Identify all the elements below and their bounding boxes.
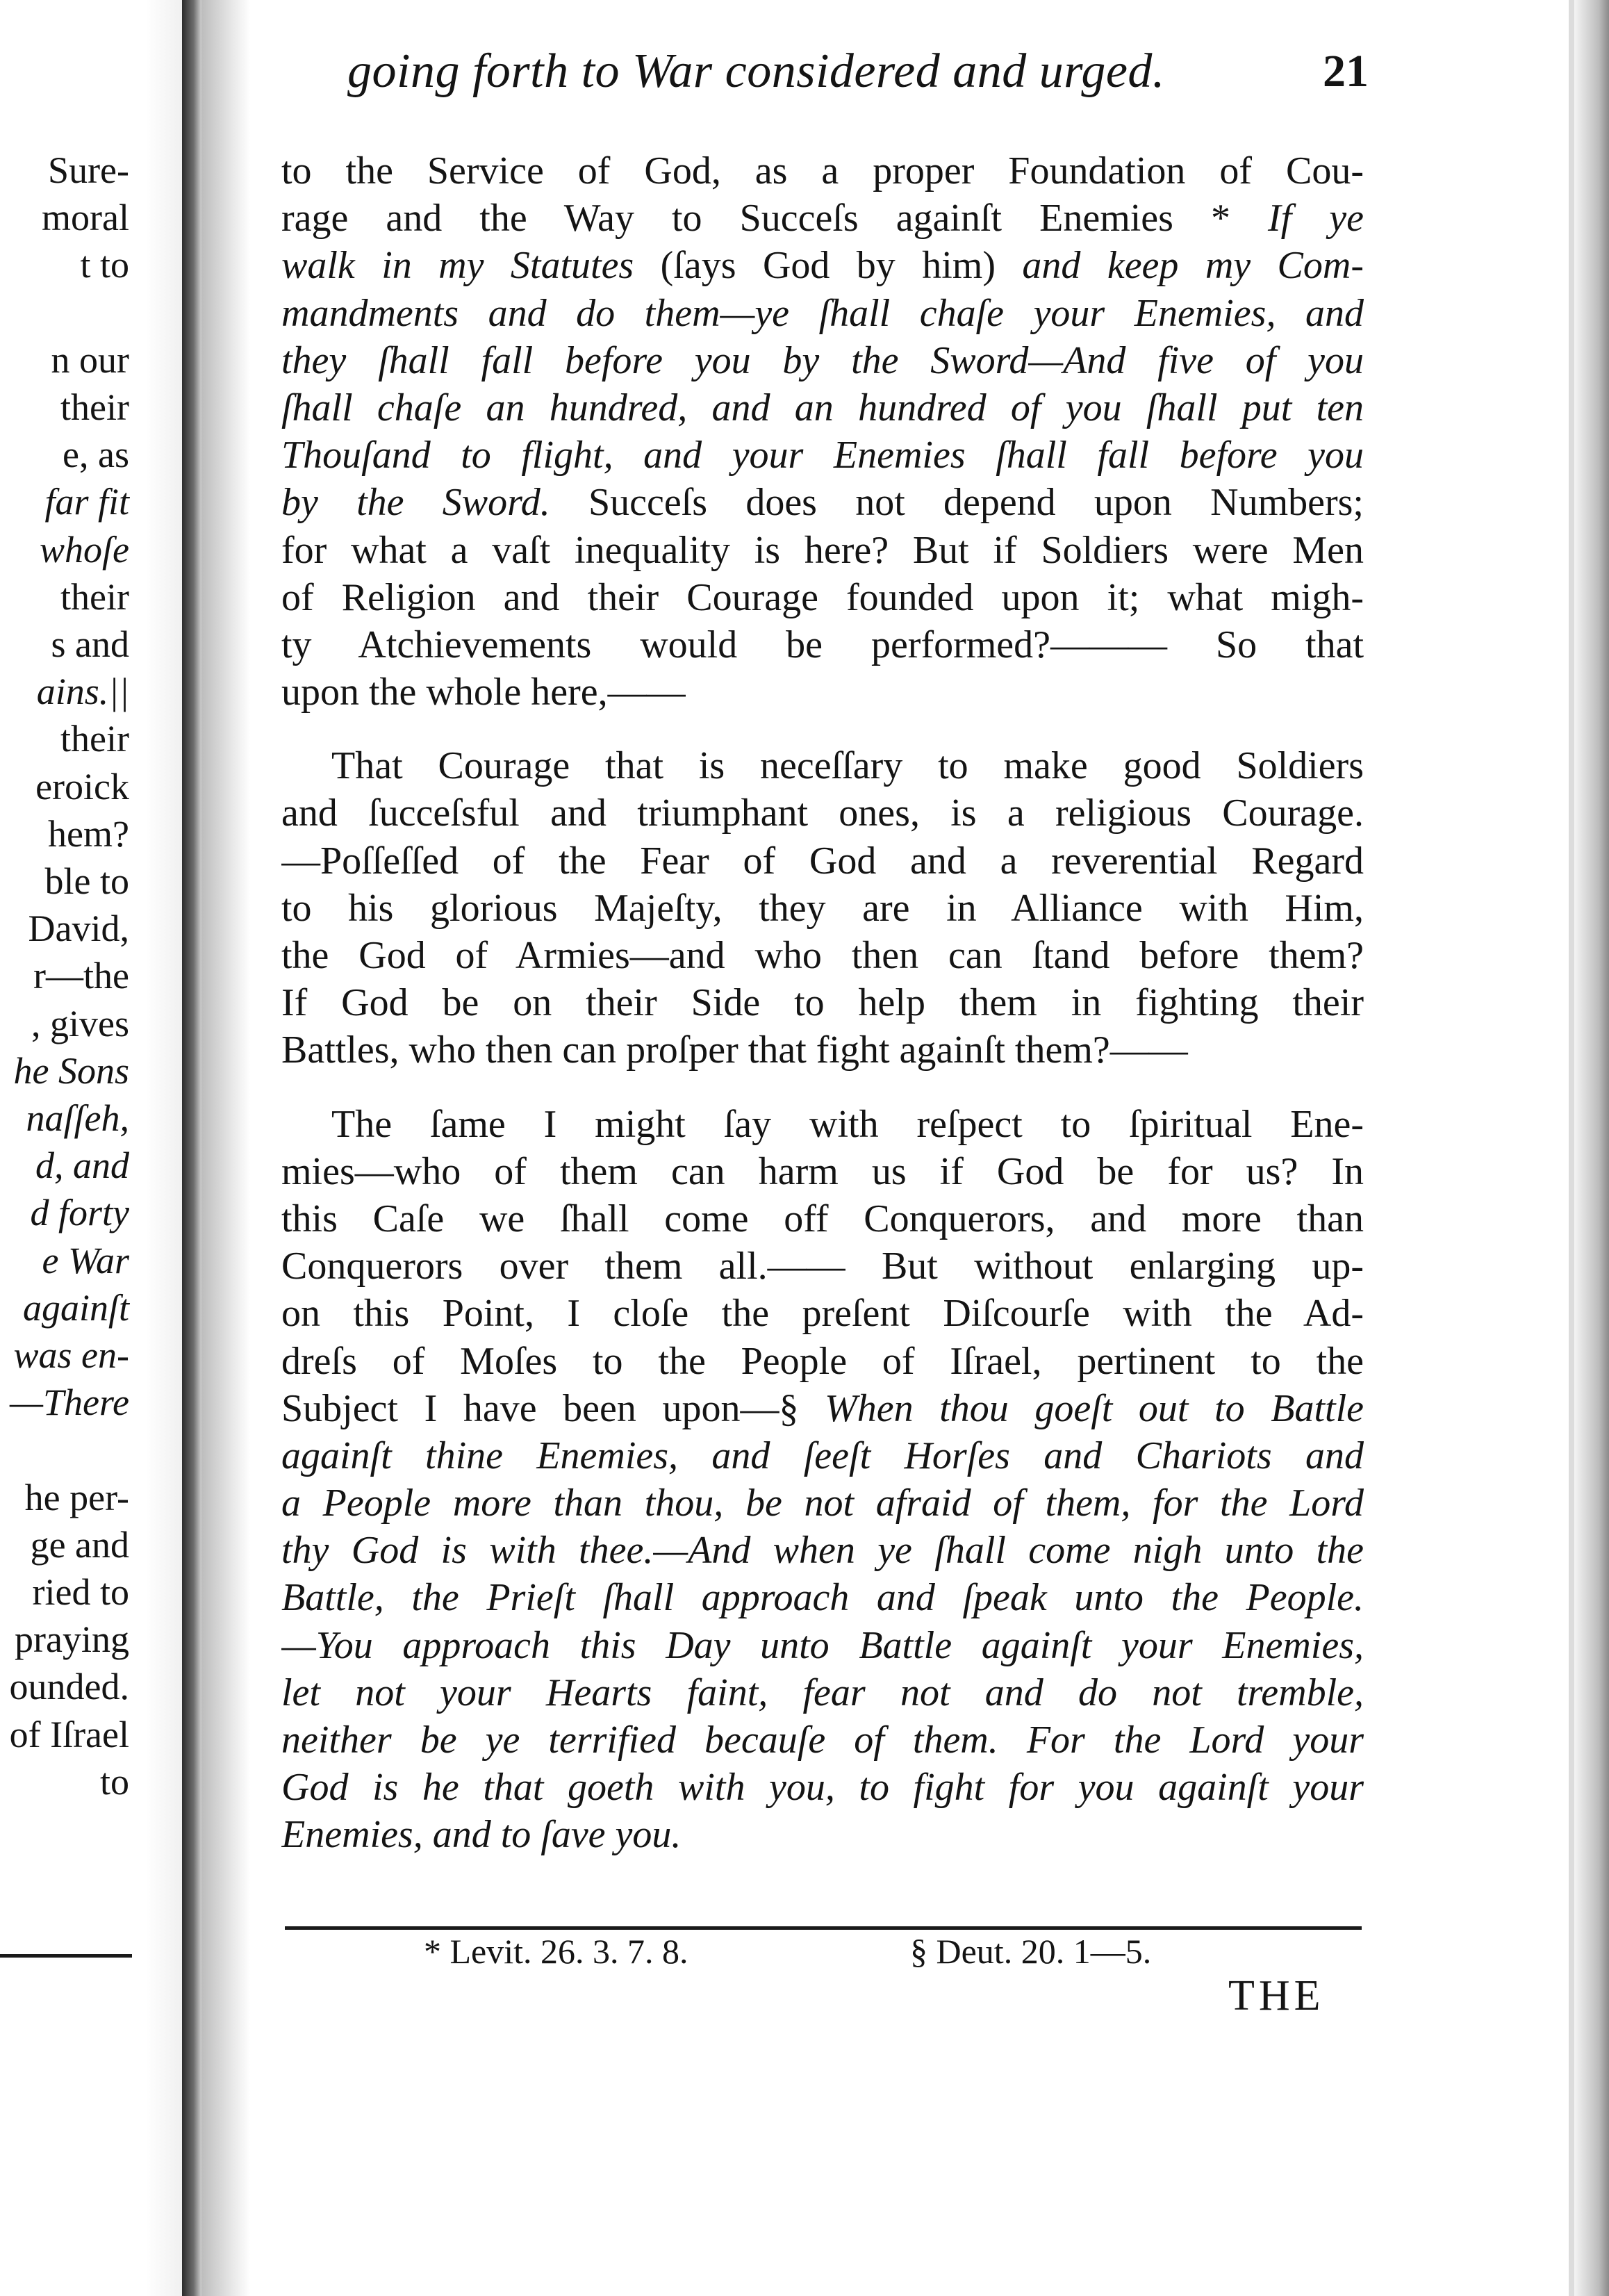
text-segment: by the Sword. (281, 481, 550, 525)
text-line (281, 837, 1364, 885)
text-segment: to the Service of God, as a proper Foundation of Cou- (281, 149, 1364, 192)
text-segment: If God be on their Side to help them in fighting their (281, 981, 1364, 1025)
text-segment: If ye (1268, 197, 1364, 240)
text-segment: That Courage that is neceſſary to make good Soldiers (331, 744, 1364, 788)
left-page-line: ble to (44, 860, 129, 902)
text-segment: mies—who of them can harm us if God be for us? In (281, 1149, 1364, 1193)
left-page-line: he Sons (13, 1049, 129, 1092)
text-segment: the God of Armies—and who then can ſtand before them? (281, 934, 1364, 977)
text-line (281, 1574, 1364, 1621)
left-page-line: their (60, 386, 129, 428)
text-line (281, 885, 1364, 932)
left-page-line: d forty (30, 1192, 129, 1234)
text-line (281, 979, 1364, 1026)
text-segment: of Religion and their Courage founded upon it; what migh- (281, 575, 1364, 619)
text-segment: God is he that goeth with you, to fight for you againſt your (281, 1766, 1364, 1810)
text-segment: and ſucceſsful and triumphant ones, is a religious Courage. (281, 792, 1364, 835)
left-page-line: e War (42, 1239, 129, 1281)
text-segment: walk in my Statutes (281, 244, 634, 288)
text-line (281, 1385, 1364, 1432)
text-line (281, 1026, 1364, 1074)
text-segment: this Caſe we ſhall come off Conquerors, and more than (281, 1197, 1364, 1240)
paragraph (281, 147, 1364, 716)
left-page-line: of Iſrael (9, 1713, 129, 1755)
page-number: 21 (1323, 46, 1369, 97)
left-page-line: n our (51, 338, 129, 381)
left-page-line: naſſeh, (26, 1097, 129, 1139)
left-page-line: their (60, 718, 129, 760)
text-segment: they ſhall fall before you by the Sword—And five of you (281, 338, 1364, 382)
text-line (281, 669, 1364, 716)
text-line (281, 1195, 1364, 1243)
text-segment: Thouſand to flight, and your Enemies ſhall fall before you (281, 434, 1364, 477)
text-segment: upon the whole here,—— (281, 671, 686, 714)
paragraph-gap (281, 716, 1364, 742)
text-segment: —You approach this Day unto Battle againſt your Enemies, (281, 1623, 1364, 1667)
left-page-line: e, as (63, 434, 129, 476)
left-page-line: moral (42, 197, 129, 239)
text-segment: mandments and do them—ye ſhall chaſe your Enemies, and (281, 291, 1364, 335)
text-line (281, 432, 1364, 479)
text-line (281, 1101, 1364, 1148)
page-edge-shadow (1574, 0, 1609, 2296)
running-title: going forth to War considered and urged. (347, 44, 1165, 98)
paragraph-gap (281, 1074, 1364, 1101)
text-segment: and keep my Com- (1022, 244, 1364, 288)
left-page-line: ounded. (9, 1666, 129, 1708)
left-page-line: ains.|| (36, 671, 129, 713)
text-segment: (ſays God by him) (634, 244, 1023, 288)
text-segment: againſt thine Enemies, and ſeeſt Horſes and Chariots and (281, 1434, 1364, 1477)
body-text (281, 147, 1364, 1859)
left-page-line: ried to (32, 1571, 129, 1613)
text-line (281, 1338, 1364, 1385)
text-segment: Battle, the Prieſt ſhall approach and ſpeak unto the People. (281, 1576, 1364, 1620)
footnote-leviticus: * Levit. 26. 3. 7. 8. (424, 1932, 688, 1971)
text-line (281, 1479, 1364, 1527)
left-page-line: David, (28, 908, 129, 950)
left-page-line: far fit (44, 481, 129, 523)
text-segment: Battles, who then can proſper that fight againſt them?—— (281, 1028, 1188, 1072)
footnotes (424, 1930, 1257, 1972)
left-page-line: , gives (31, 1002, 129, 1044)
text-line (281, 789, 1364, 837)
text-segment: on this Point, I cloſe the preſent Diſcourſe with the Ad- (281, 1292, 1364, 1336)
paragraph (281, 1101, 1364, 1859)
text-line (281, 742, 1364, 789)
left-page-rule (0, 1954, 132, 1958)
text-line (281, 527, 1364, 574)
text-segment: The ſame I might ſay with reſpect to ſpiritual Ene- (331, 1102, 1364, 1146)
text-segment: —Poſſeſſed of the Fear of God and a reverential Regard (281, 839, 1364, 883)
text-line (281, 1243, 1364, 1290)
text-segment: Conquerors over them all.—— But without enlarging up- (281, 1245, 1364, 1288)
text-segment: rage and the Way to Succeſs againſt Enemies * (281, 197, 1269, 240)
text-line (281, 1432, 1364, 1479)
text-line (281, 290, 1364, 337)
left-page-line: whoſe (40, 528, 129, 571)
footnote-rule (285, 1926, 1362, 1930)
left-page-line: praying (15, 1618, 129, 1661)
left-page-line: t to (80, 244, 129, 286)
text-line (281, 479, 1364, 526)
text-line (281, 337, 1364, 384)
text-line (281, 1811, 1364, 1858)
text-segment: Subject I have been upon—§ (281, 1386, 825, 1430)
page-fold (1569, 0, 1574, 2296)
text-segment: When thou goeſt out to Battle (825, 1386, 1364, 1430)
paragraph (281, 742, 1364, 1074)
left-page-line: to (99, 1760, 129, 1803)
text-line (281, 1527, 1364, 1574)
left-page-line: was en- (13, 1334, 129, 1376)
text-line (281, 1148, 1364, 1195)
left-page-line: hem? (48, 812, 129, 855)
left-page-line: he per- (24, 1476, 129, 1518)
text-segment: dreſs of Moſes to the People of Iſrael, pertinent to the (281, 1339, 1364, 1383)
text-segment: Enemies, and to ſave you. (281, 1813, 682, 1857)
binding-gradient (201, 0, 250, 2296)
text-segment: a People more than thou, be not afraid of them, for the Lord (281, 1482, 1364, 1525)
text-line (281, 574, 1364, 621)
text-segment: to his glorious Majeſty, they are in Alliance with Him, (281, 886, 1364, 930)
text-line (281, 1716, 1364, 1764)
text-segment: neither be ye terrified becauſe of them. For the Lord your (281, 1719, 1364, 1762)
page-header (347, 40, 1376, 103)
footnote-deuteronomy: § Deut. 20. 1—5. (910, 1932, 1152, 1971)
text-segment: thy God is with thee.—And when ye ſhall come nigh unto the (281, 1529, 1364, 1573)
text-line (281, 932, 1364, 979)
text-segment: for what a vaſt inequality is here? But if Soldiers were Men (281, 528, 1364, 572)
text-segment: let not your Hearts faint, fear not and do not tremble, (281, 1671, 1364, 1714)
left-page-line: —There (10, 1381, 129, 1424)
left-page-line: eroick (35, 765, 129, 807)
left-page-line: againſt (22, 1286, 129, 1329)
text-line (281, 384, 1364, 432)
left-page-line: Sure- (48, 149, 129, 191)
text-line (281, 1669, 1364, 1716)
text-line (281, 1622, 1364, 1669)
catchword: THE (1228, 1972, 1325, 2019)
text-line (281, 1290, 1364, 1337)
left-page-line: d, and (35, 1145, 129, 1187)
text-line (281, 195, 1364, 242)
text-segment: Succeſs does not depend upon Numbers; (550, 481, 1364, 525)
text-line (281, 1764, 1364, 1811)
left-page-line: r—the (33, 955, 129, 997)
text-line (281, 242, 1364, 289)
left-page-line: s and (51, 623, 129, 665)
left-page-line: their (60, 575, 129, 618)
text-segment: ſhall chaſe an hundred, and an hundred of you ſhall put ten (281, 386, 1364, 429)
text-segment: ty Atchievements would be performed?——— So that (281, 623, 1364, 666)
text-line (281, 621, 1364, 669)
binding-shadow (182, 0, 201, 2296)
text-line (281, 147, 1364, 195)
left-page-line: ge and (30, 1523, 129, 1566)
